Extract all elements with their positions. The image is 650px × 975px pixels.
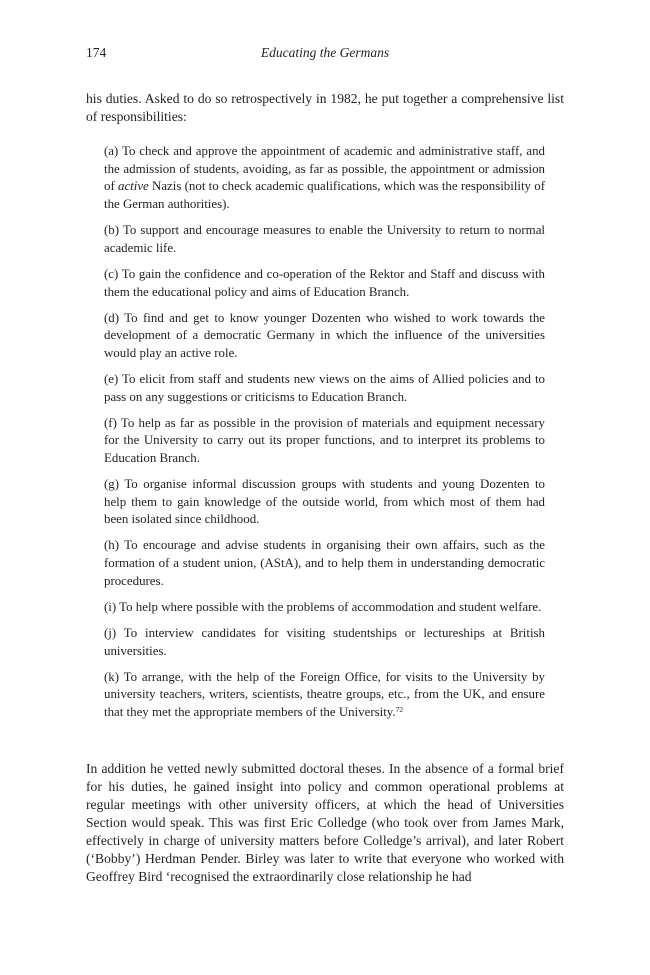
body-paragraph: his duties. Asked to do so retrospectively in 1982, he put together a comprehensive list of responsibilities: xyxy=(86,91,564,124)
item-text: (k) To arrange, with the help of the Foreign Office, for visits to the University by university teachers, writers, scientists, theatre groups, etc., from the UK, and ensure that they met the appropriate members of the University. xyxy=(104,669,545,719)
item-emphasis: active xyxy=(118,179,149,194)
list-item xyxy=(104,310,545,363)
list-item xyxy=(104,266,545,301)
list-item xyxy=(104,371,545,406)
list-item xyxy=(104,415,545,468)
list-item xyxy=(104,669,545,722)
responsibilities-list xyxy=(104,143,545,730)
list-item xyxy=(104,625,545,660)
list-item xyxy=(104,537,545,590)
list-item xyxy=(104,143,545,214)
list-item xyxy=(104,222,545,257)
list-item xyxy=(104,476,545,529)
item-text: (e) To elicit from staff and students new views on the aims of Allied policies and to pass on any suggestions or criticisms to Education Branch. xyxy=(104,371,545,404)
item-text: (i) To help where possible with the problems of accommodation and student welfare. xyxy=(104,599,542,614)
body-paragraph: In addition he vetted newly submitted doctoral theses. In the absence of a formal brief for his duties, he gained insight into policy and common operational problems at regular meetings with other university officers, at which the head of Universities Section would speak. This was first Eric Colledge (who took over from James Mark, effectively in charge of university matters before Colledge’s arrival), and later Robert (‘Bobby’) Herdman Pender. Birley was later to write that everyone who worked with Geoffrey Bird ‘recognised the extraordinarily close relationship he had xyxy=(86,761,564,884)
list-item xyxy=(104,599,545,617)
item-text: (f) To help as far as possible in the provision of materials and equipment necessary for the University to carry out its proper functions, and to interpret its problems to Education Branch. xyxy=(104,415,545,466)
item-text-end: Nazis (not to check academic qualifications, which was the responsibility of the German authorities). xyxy=(104,179,545,212)
page-number: 174 xyxy=(86,45,107,60)
item-text: (d) To find and get to know younger Dozenten who wished to work towards the development of a democratic Germany in which the influence of the universities would play an active role. xyxy=(104,310,545,360)
item-text: (j) To interview candidates for visiting studentships or lectureships at British universities. xyxy=(104,625,545,658)
item-text: (h) To encourage and advise students in organising their own affairs, such as the formation of a student union, (AStA), and to help them in understanding democratic procedures. xyxy=(104,538,545,588)
item-text: (c) To gain the confidence and co-operation of the Rektor and Staff and discuss with them the educational policy and aims of Education Branch. xyxy=(104,266,545,299)
item-text: (b) To support and encourage measures to enable the University to return to normal academic life. xyxy=(104,223,545,255)
item-text: (g) To organise informal discussion groups with students and young Dozenten to help them to gain knowledge of the outside world, from which most of them had been isolated since childhood. xyxy=(104,477,545,527)
running-head xyxy=(86,45,564,65)
running-title: Educating the Germans xyxy=(260,45,390,60)
item-text: (a) To check and approve the appointment of academic and administrative staff, and the admission of students, avoiding, as far as possible, the appointment or admission of xyxy=(104,144,545,194)
footnote-reference[interactable]: 72 xyxy=(395,704,404,714)
